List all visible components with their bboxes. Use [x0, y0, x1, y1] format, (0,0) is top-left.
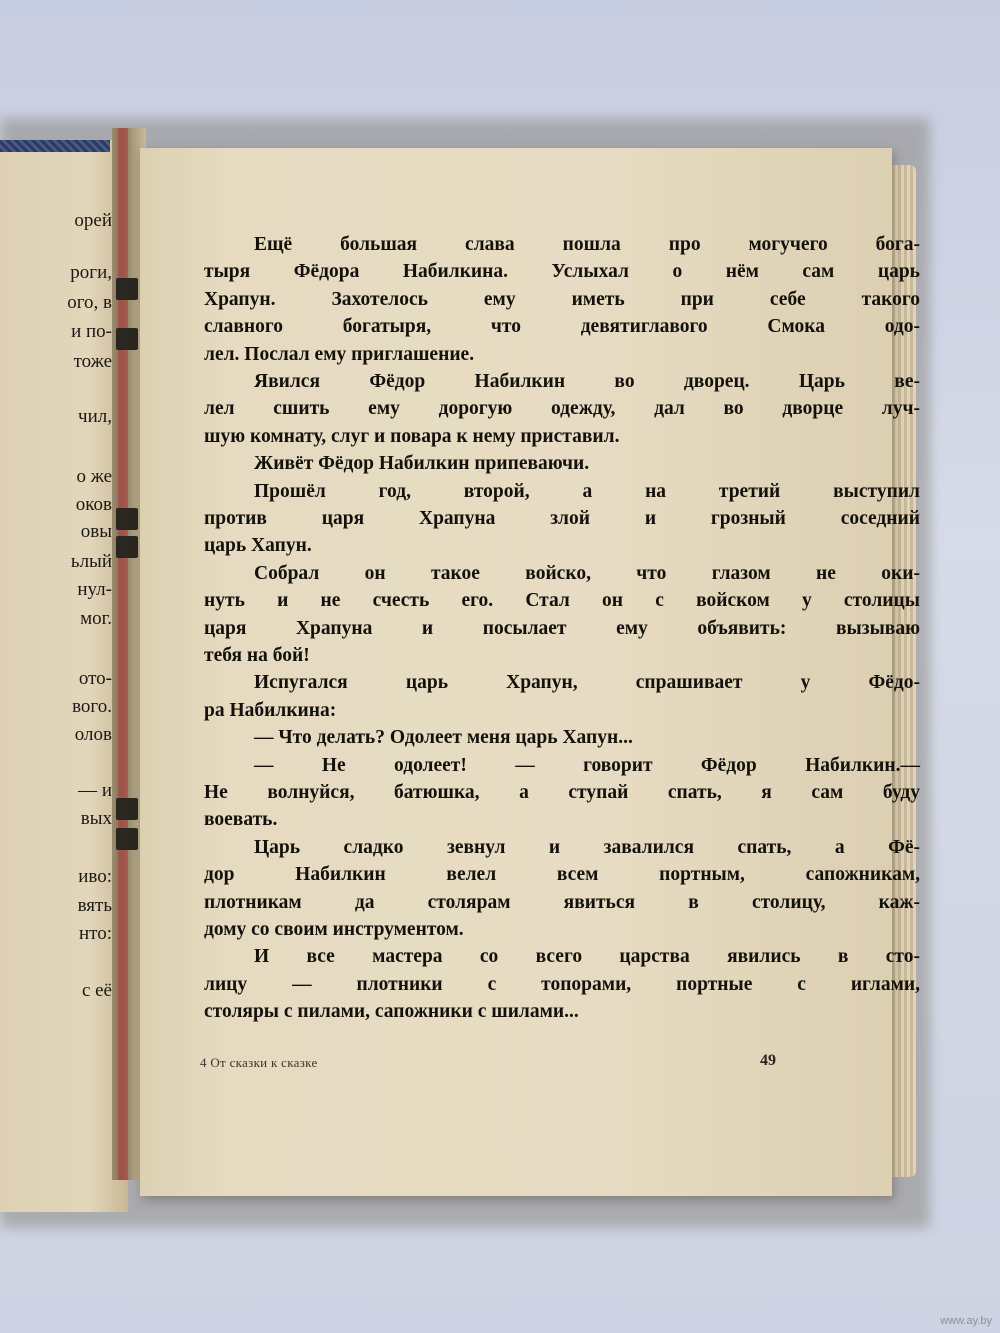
left-page-fragment: тоже	[73, 351, 112, 372]
watermark: www.ay.by	[940, 1315, 992, 1327]
left-page-fragment: олов	[74, 724, 112, 745]
text-line: Ещё большая слава пошла про могучего бога-	[254, 234, 920, 255]
left-page-fragment: иво:	[78, 866, 112, 887]
left-page-fragment: с её	[81, 980, 112, 1001]
left-page-fragment: вых	[80, 808, 112, 829]
text-line: лицу — плотники с топорами, портные с иглами,	[204, 973, 920, 995]
text-line: плотникам да столярам явиться в столицу, каж-	[204, 891, 920, 913]
text-line: дому со своим инструментом.	[204, 919, 464, 940]
text-line: — Не одолеет! — говорит Фёдор Набилкин.—	[254, 754, 920, 776]
left-page-fragment: орей	[74, 210, 112, 231]
left-page-fragment: вого.	[72, 696, 112, 717]
text-line: Храпун. Захотелось ему иметь при себе такого	[204, 288, 920, 310]
text-line: Живёт Фёдор Набилкин припеваючи.	[254, 453, 590, 475]
text-line: Прошёл год, второй, а на третий выступил	[254, 480, 920, 502]
binding-thread	[116, 536, 138, 558]
text-line: дор Набилкин велел всем портным, сапожникам,	[204, 864, 920, 886]
left-page-fragment: нул-	[77, 579, 112, 600]
binding-thread	[116, 798, 138, 820]
text-line: тебя на бой!	[204, 645, 310, 666]
text-line: нуть и не счесть его. Стал он с войском у столицы	[204, 590, 920, 612]
left-page-fragment: чил,	[78, 406, 112, 427]
left-page-fragment: роги,	[70, 262, 112, 283]
text-line: И все мастера со всего царства явились в сто-	[254, 946, 920, 968]
left-page-fragment: и по-	[71, 321, 112, 342]
text-line: Не волнуйся, батюшка, а ступай спать, я сам буду	[204, 782, 920, 803]
left-page	[0, 140, 128, 1212]
text-line: Собрал он такое войско, что глазом не оки-	[254, 562, 920, 584]
text-line: тыря Фёдора Набилкина. Услыхал о нём сам царь	[204, 261, 920, 283]
left-page-fragment: мог.	[80, 608, 112, 629]
text-line: Явился Фёдор Набилкин во дворец. Царь ве-	[254, 371, 920, 392]
text-line: славного богатыря, что девятиглавого Смока одо-	[204, 316, 920, 338]
left-page-fragment: о же	[76, 466, 112, 487]
left-page-fragment: — и	[78, 780, 112, 801]
right-page	[140, 148, 920, 1196]
binding-thread	[116, 508, 138, 530]
text-line: против царя Храпуна злой и грозный соседний	[204, 508, 920, 529]
footer-signature: 4 От сказки к сказке	[200, 1055, 318, 1070]
binding-thread	[116, 328, 138, 350]
text-line: царь Хапун.	[204, 535, 312, 557]
left-page-fragment: ого, в	[67, 292, 112, 313]
left-page-fragment: оков	[75, 494, 112, 515]
text-line: Царь сладко зевнул и завалился спать, а Фё-	[254, 836, 920, 858]
page-number: 49	[760, 1052, 776, 1069]
text-line: лел. Послал ему приглашение.	[204, 343, 475, 365]
text-line: ра Набилкина:	[204, 699, 337, 721]
text-line: лел сшить ему дорогую одежду, дал во дворце луч-	[204, 398, 920, 420]
left-page-fragment: вять	[77, 895, 112, 916]
text-line: столяры с пилами, сапожники с шилами...	[204, 1001, 579, 1023]
text-line: царя Храпуна и посылает ему объявить: вызываю	[204, 617, 920, 639]
left-page-fragment: нто:	[79, 923, 112, 944]
left-page-fragment: ото-	[78, 668, 112, 689]
cover-cloth	[0, 140, 110, 152]
left-page-fragment: овы	[80, 521, 112, 542]
binding-thread	[116, 278, 138, 300]
text-line: Испугался царь Храпун, спрашивает у Фёдо-	[254, 672, 920, 694]
text-line: — Что делать? Одолеет меня царь Хапун...	[254, 727, 633, 749]
binding-thread	[116, 828, 138, 850]
text-line: шую комнату, слуг и повара к нему приставил.	[204, 425, 620, 447]
text-line: воевать.	[204, 809, 278, 831]
left-page-fragment: ьлый	[70, 551, 112, 572]
